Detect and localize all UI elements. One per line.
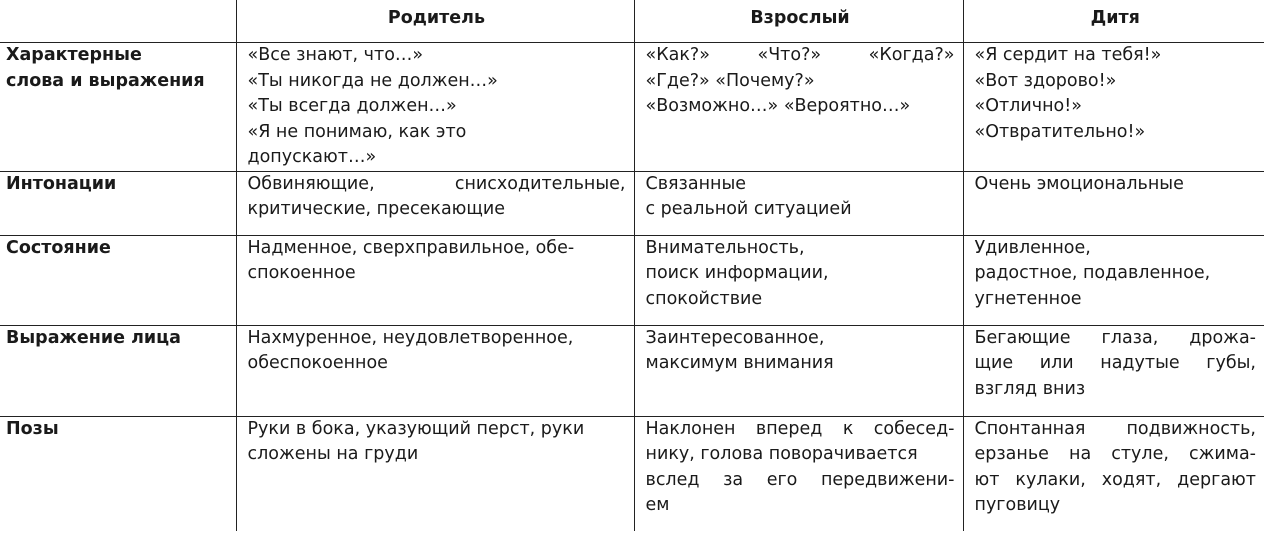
header-adult: Взрослый — [634, 0, 963, 43]
cell-face-adult: Заинтересованное, максимум внимания — [634, 325, 963, 416]
cell-phrases-adult: «Как?» «Что?» «Когда?» «Где?» «Почему?» «Возможно…» «Вероятно…» — [634, 43, 963, 172]
cell-state-child: Удивленное, радостное, подавленное, угнетенное — [963, 235, 1264, 325]
row-face — [0, 325, 1264, 416]
cell-phrases-parent: «Все знают, что…» «Ты никогда не должен…» «Ты всегда должен…» «Я не понимаю, как это допускают…» — [236, 43, 634, 172]
header-child: Дитя — [963, 0, 1264, 43]
header-empty-cell — [0, 0, 236, 43]
row-label-intonation: Интонации — [0, 171, 236, 235]
cell-pose-adult: Наклонен вперед к собесед- нику, голова поворачивается вслед за его передвижени- ем — [634, 416, 963, 531]
cell-pose-parent: Руки в бока, указующий перст, руки сложены на груди — [236, 416, 634, 531]
row-phrases — [0, 43, 1264, 172]
row-label-phrases: Характерные слова и выражения — [0, 43, 236, 172]
cell-intonation-adult: Связанные с реальной ситуацией — [634, 171, 963, 235]
row-label-face: Выражение лица — [0, 325, 236, 416]
cell-face-parent: Нахмуренное, неудовлетворенное, обеспокоенное — [236, 325, 634, 416]
row-label-state: Состояние — [0, 235, 236, 325]
cell-face-child: Бегающие глаза, дрожа- щие или надутые губы, взгляд вниз — [963, 325, 1264, 416]
row-intonation — [0, 171, 1264, 235]
cell-pose-child: Спонтанная подвижность, ерзанье на стуле, сжима- ют кулаки, ходят, дергают пуговицу — [963, 416, 1264, 531]
cell-phrases-child: «Я сердит на тебя!» «Вот здорово!» «Отлично!» «Отвратительно!» — [963, 43, 1264, 172]
row-state — [0, 235, 1264, 325]
cell-state-adult: Внимательность, поиск информации, спокойствие — [634, 235, 963, 325]
cell-state-parent: Надменное, сверхправильное, обе- спокоенное — [236, 235, 634, 325]
cell-intonation-parent: Обвиняющие, снисходительные, критические, пресекающие — [236, 171, 634, 235]
header-row — [0, 0, 1264, 43]
row-label-pose: Позы — [6, 418, 59, 439]
header-parent: Родитель — [236, 0, 634, 43]
cell-intonation-child: Очень эмоциональные — [963, 171, 1264, 235]
row-pose — [0, 416, 1264, 531]
